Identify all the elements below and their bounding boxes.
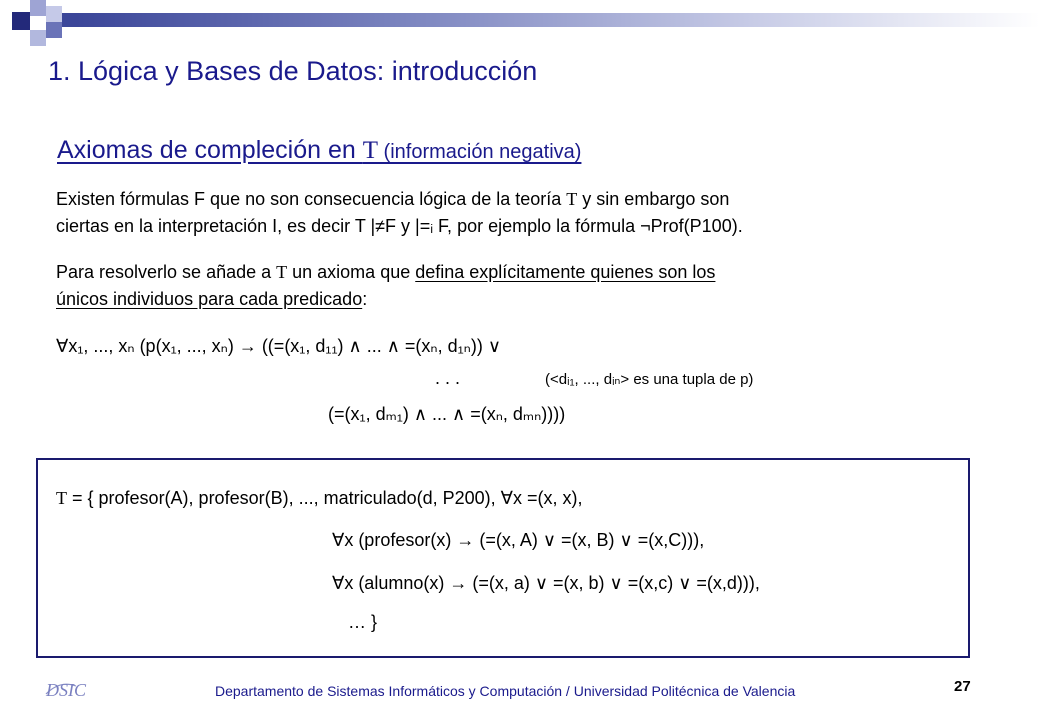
page-title: 1. Lógica y Bases de Datos: introducción xyxy=(48,56,538,86)
text: Existen fórmulas F que no son consecuencia lógica de la teoría xyxy=(56,189,567,209)
formula-line-3: (=(x₁, dₘ₁) ∧ ... ∧ =(xₙ, dₘₙ)))) xyxy=(328,404,566,424)
ellipsis: . . . xyxy=(435,368,461,388)
formula-note: (<dᵢ₁, ..., dᵢₙ> es una tupla de p) xyxy=(545,371,754,388)
theory-symbol: T xyxy=(566,189,578,209)
theory-box-line-4: … } xyxy=(348,612,378,632)
page-number: 27 xyxy=(954,678,971,695)
text: Para resolverlo se añade a xyxy=(56,262,277,282)
section-title xyxy=(57,136,581,165)
theory-symbol: T xyxy=(362,137,378,164)
formula-line-1: ∀x₁, ..., xₙ (p(x₁, ..., xₙ) → ((=(x₁, d₁₁) ∧ ... ∧ =(xₙ, d₁ₙ)) ∨ xyxy=(56,336,501,356)
dsic-logo-graphic xyxy=(40,672,110,702)
dsic-logo xyxy=(40,672,110,702)
paragraph-2 xyxy=(56,259,936,313)
theory-box-line-1 xyxy=(56,488,583,509)
underlined-text: defina explícitamente quienes son los xyxy=(415,262,716,282)
theory-symbol: T xyxy=(56,488,67,508)
theory-box-line-3: ∀x (alumno(x) → (=(x, a) ∨ =(x, b) ∨ =(x,c) ∨ =(x,d))), xyxy=(332,573,760,593)
theory-box-line-2: ∀x (profesor(x) → (=(x, A) ∨ =(x, B) ∨ =(x,C))), xyxy=(332,530,705,550)
paragraph-1-line-2: ciertas en la interpretación I, es decir T |≠F y |=ᵢ F, por ejemplo la fórmula ¬Prof(P100). xyxy=(56,216,743,236)
paragraph-2-line-1 xyxy=(56,259,936,286)
text: = { profesor(A), profesor(B), ..., matriculado(d, P200), ∀x =(x, x), xyxy=(67,488,583,508)
theory-symbol: T xyxy=(276,262,288,282)
deco-square xyxy=(46,6,62,22)
footer-text: Departamento de Sistemas Informáticos y Computación / Universidad Politécnica de Valencia xyxy=(215,683,796,699)
text: un axioma que xyxy=(287,262,416,282)
deco-square xyxy=(30,0,46,16)
deco-square xyxy=(12,12,30,30)
deco-square xyxy=(46,22,62,38)
theory-box xyxy=(36,458,970,658)
deco-square xyxy=(30,30,46,46)
text: y sin embargo son xyxy=(577,189,730,209)
header-bar xyxy=(76,13,1040,27)
section-title-main: Axiomas de compleción en xyxy=(57,136,363,164)
dsic-logo-text: DSIC xyxy=(46,680,86,700)
paragraph-2-line-2 xyxy=(56,286,936,313)
section-title-note: (información negativa) xyxy=(378,141,582,163)
paragraph-1 xyxy=(56,186,936,240)
underlined-text: únicos individuos para cada predicado xyxy=(56,289,363,309)
formula-line-2 xyxy=(435,368,753,389)
text: : xyxy=(362,289,368,309)
paragraph-1-line-1 xyxy=(56,186,936,213)
deco-square xyxy=(62,13,76,27)
